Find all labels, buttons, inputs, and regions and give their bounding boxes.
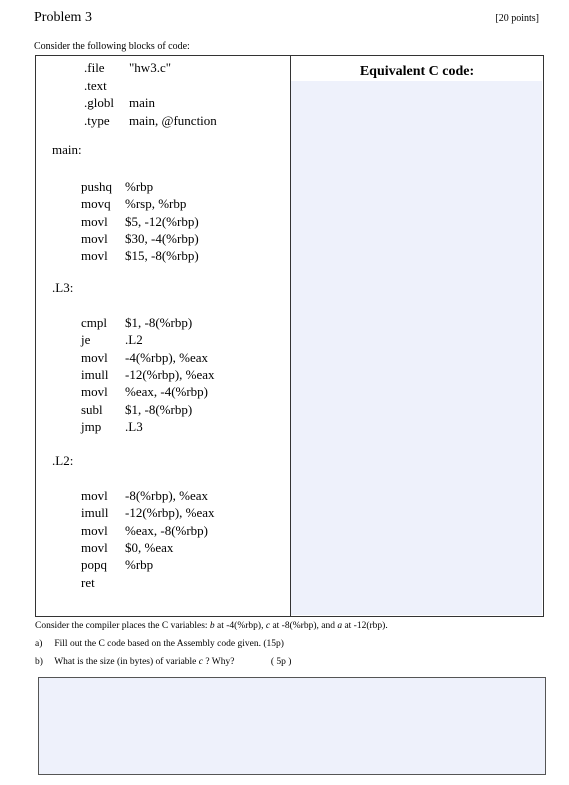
problem-title: Problem 3	[34, 10, 92, 25]
directive-line: .type main, @function	[84, 112, 217, 128]
code-line: jmp .L3	[81, 418, 143, 434]
code-line: movl -8(%rbp), %eax	[81, 488, 209, 503]
column-divider	[290, 56, 291, 616]
code-line: pushq %rbp	[81, 179, 154, 194]
question-b-points: ( 5p )	[270, 657, 292, 667]
variable-placement-note: Consider the compiler places the C variables: b at -4(%rbp), c at -8(%rbp), and a at -12(rbp).	[35, 621, 388, 631]
code-line: cmpl $1, -8(%rbp)	[81, 315, 193, 330]
code-line: imull -12(%rbp), %eax	[81, 366, 215, 382]
directive-line: .text	[84, 77, 107, 93]
code-line: imull -12(%rbp), %eax	[81, 505, 215, 521]
equivalent-c-title: Equivalent C code:	[359, 64, 475, 79]
answer-box[interactable]	[38, 677, 546, 775]
question-a	[35, 639, 284, 649]
label-l2: .L2:	[52, 453, 74, 468]
directive-line: .globl main	[84, 95, 155, 110]
code-line: movl %eax, -4(%rbp)	[81, 384, 209, 400]
code-line: popq %rbp	[81, 557, 154, 573]
code-line: movl $30, -4(%rbp)	[81, 230, 199, 246]
question-b	[35, 657, 291, 667]
directive-line: .file "hw3.c"	[84, 60, 172, 75]
code-line: je .L2	[81, 332, 143, 348]
c-code-answer-area[interactable]	[291, 81, 542, 615]
code-line: movl %eax, -8(%rbp)	[81, 522, 209, 538]
label-l3: .L3:	[52, 280, 74, 295]
code-line: subl $1, -8(%rbp)	[81, 401, 193, 417]
code-line: movl -4(%rbp), %eax	[81, 349, 209, 365]
code-line: movl $15, -8(%rbp)	[81, 248, 199, 264]
code-line: ret	[81, 574, 95, 590]
code-line: movl $0, %eax	[81, 539, 174, 555]
question-b-marker: b)	[35, 657, 43, 667]
question-a-points: (15p)	[263, 639, 284, 649]
code-table	[35, 55, 544, 617]
question-a-marker: a)	[35, 639, 43, 649]
code-line: movq %rsp, %rbp	[81, 196, 187, 212]
label-main: main:	[52, 142, 82, 157]
question-a-text: Fill out the C code based on the Assembly code given.	[54, 639, 261, 649]
question-b-text: What is the size (in bytes) of variable c ? Why?	[54, 657, 235, 667]
intro-text: Consider the following blocks of code:	[34, 41, 190, 52]
points-label: [20 points]	[495, 13, 539, 24]
code-line: movl $5, -12(%rbp)	[81, 213, 199, 229]
